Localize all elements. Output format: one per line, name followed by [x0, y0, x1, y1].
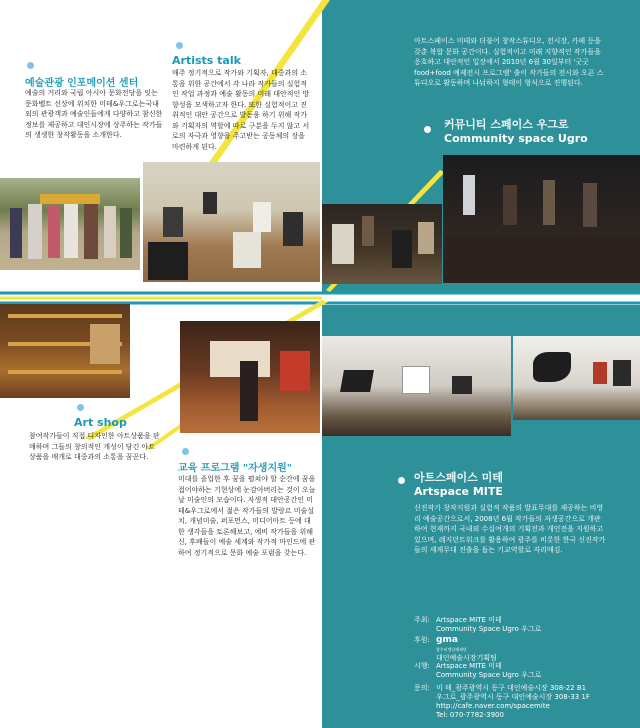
info-host-2: Community Space Ugro 우그로 — [436, 625, 542, 633]
info-operator — [414, 662, 541, 680]
info-contact-label: 문의: — [414, 684, 430, 692]
info-tel: Tel: 070-7782-3900 — [436, 711, 504, 719]
info-contact — [414, 684, 590, 720]
bullet-dot-icon — [27, 62, 34, 69]
bullet-dot-icon — [176, 42, 183, 49]
photo-art-shop — [0, 304, 130, 398]
section-body-info-center: 예술의 거리와 국립 아시아 문화전당을 잇는 문화벨트 선상에 위치한 미테&우그로는국내외의 관광객과 예술인들에게 다양하고 참신한 정보를 제공하고 대인시장에 상주하는 작가들의 생생한 창작활동을 소개한다. — [25, 89, 163, 139]
info-sponsor-name: 대인예술시장기획팀 — [436, 654, 497, 662]
bullet-dot-icon — [77, 404, 84, 411]
info-host-1: Artspace MITE 미테 — [436, 616, 502, 624]
photo-ugro-night-crowd — [443, 155, 640, 283]
bullet-dot-icon — [424, 126, 431, 133]
section-title-ugro-en: Community space Ugro — [444, 132, 588, 145]
section-title-artists-talk: Artists talk — [172, 54, 241, 67]
section-title-ugro-kor: 커뮤니티 스페이스 우그로 — [444, 118, 569, 131]
bullet-dot-icon — [398, 477, 405, 484]
sponsor-logo: gma — [436, 635, 458, 645]
section-title-info-center: 예술관광 인포메이션 센터 — [25, 78, 139, 89]
info-contact-2: 우그로_광주광역시 동구 대인예술시장 308-33 1F — [436, 693, 590, 701]
info-url-link[interactable]: http://cafe.naver.com/spacemite — [436, 702, 550, 710]
info-operator-1: Artspace MITE 미테 — [436, 662, 502, 670]
section-body-mite: 신진작가 창작지원과 실험적 작품의 발표무대를 제공하는 비영리 예술공간으로서, 2008년 6월 작가들의 자생공간으로 개관하여 현재까지 국내외 수십여개의 기획전과 개인전을 지원하고 있으며, 레지던트워크를 활용하여 광주를 비롯한 한국 신진작가들의 세계무대 진출을 돕는 기교역할로 자리매김. — [414, 504, 606, 554]
section-body-artists-talk: 매주 정기적으로 작가와 기획자, 대중과의 소통을 위한 공간에서 각 나라 작가들의 실험적인 작업 과정과 예술 활동의 미래 대안적인 방향성을 모색하고자 한다. 또한 실험적이고 진취적인 대안 공간으로 발돋움 하기 위해 작가와 기획자의 역할에 따로 구분을 두지 않고 서로의 자극과 영향을 주고받는 공동체의 장을 마련하게 된다. — [172, 69, 310, 151]
section-title-mite-kor: 아트스페이스 미테 — [414, 471, 503, 484]
photo-artists-talk — [143, 162, 320, 282]
section-title-art-shop: Art shop — [74, 416, 127, 429]
photo-education-program — [180, 321, 320, 433]
photo-mite-gallery-left — [322, 336, 511, 436]
info-host — [414, 616, 541, 634]
section-body-education: 미대를 졸업한 후 꿈을 펼쳐야 할 순간에 꿈을 접어야하는 기현상에 눈감아버리는 것이 오늘날 미술인의 모습이다. 자생적 대안공간인 미테&우그로에서 젊은 작가들의 발랑르 미술설치, 개념미술, 퍼포먼스, 미디어아트 등에 대한 생각들을 토론해보고, 예비 작가들을 위해 신, 후배들이 예술 세계와 작가적 마인드에 관하여 정기적으로 문화 예술 포럼을 갖는다. — [178, 475, 316, 557]
info-operator-2: Community Space Ugro 우그로 — [436, 671, 542, 679]
photo-info-center-group — [0, 178, 140, 270]
sponsor-logo-sub: 광주비엔날레재단 — [436, 647, 467, 652]
info-contact-1: 미 테_광주광역시 동구 대인예술시장 308-22 B1 — [436, 684, 587, 692]
info-sponsor — [414, 636, 497, 663]
photo-mite-gallery-right — [513, 336, 640, 420]
photo-ugro-seated — [322, 204, 442, 284]
bullet-dot-icon — [182, 448, 189, 455]
info-sponsor-label: 후원: — [414, 636, 430, 644]
info-host-label: 주최: — [414, 616, 430, 624]
section-title-education: 교육 프로그램 "자생지원" — [178, 463, 292, 474]
section-body-ugro-intro: 아트스페이스 미테와 더불어 창작스튜디오, 전시장, 카페 등을 갖춘 복합 문화 공간이다. 실험적이고 미래 지향적인 작가들을 응호하고 대안적인 입장에서 2010년 6월 30일부터 '굿굿 food+food 예제전시 프로그램' 출이 작가들의 전시와 오픈 스튜디오로 활동하며 나눠하지 형태이 형식으로 진행된다. — [414, 37, 604, 87]
info-operator-label: 시행: — [414, 662, 430, 670]
section-title-mite-en: Artspace MITE — [414, 485, 503, 498]
section-body-art-shop: 참여작가들이 직접 디자인한 아트상품을 판매하며 그들의 창의적인 개성이 담긴 아트상품을 매개로 대중과의 소통을 꿈꾼다. — [29, 432, 160, 461]
